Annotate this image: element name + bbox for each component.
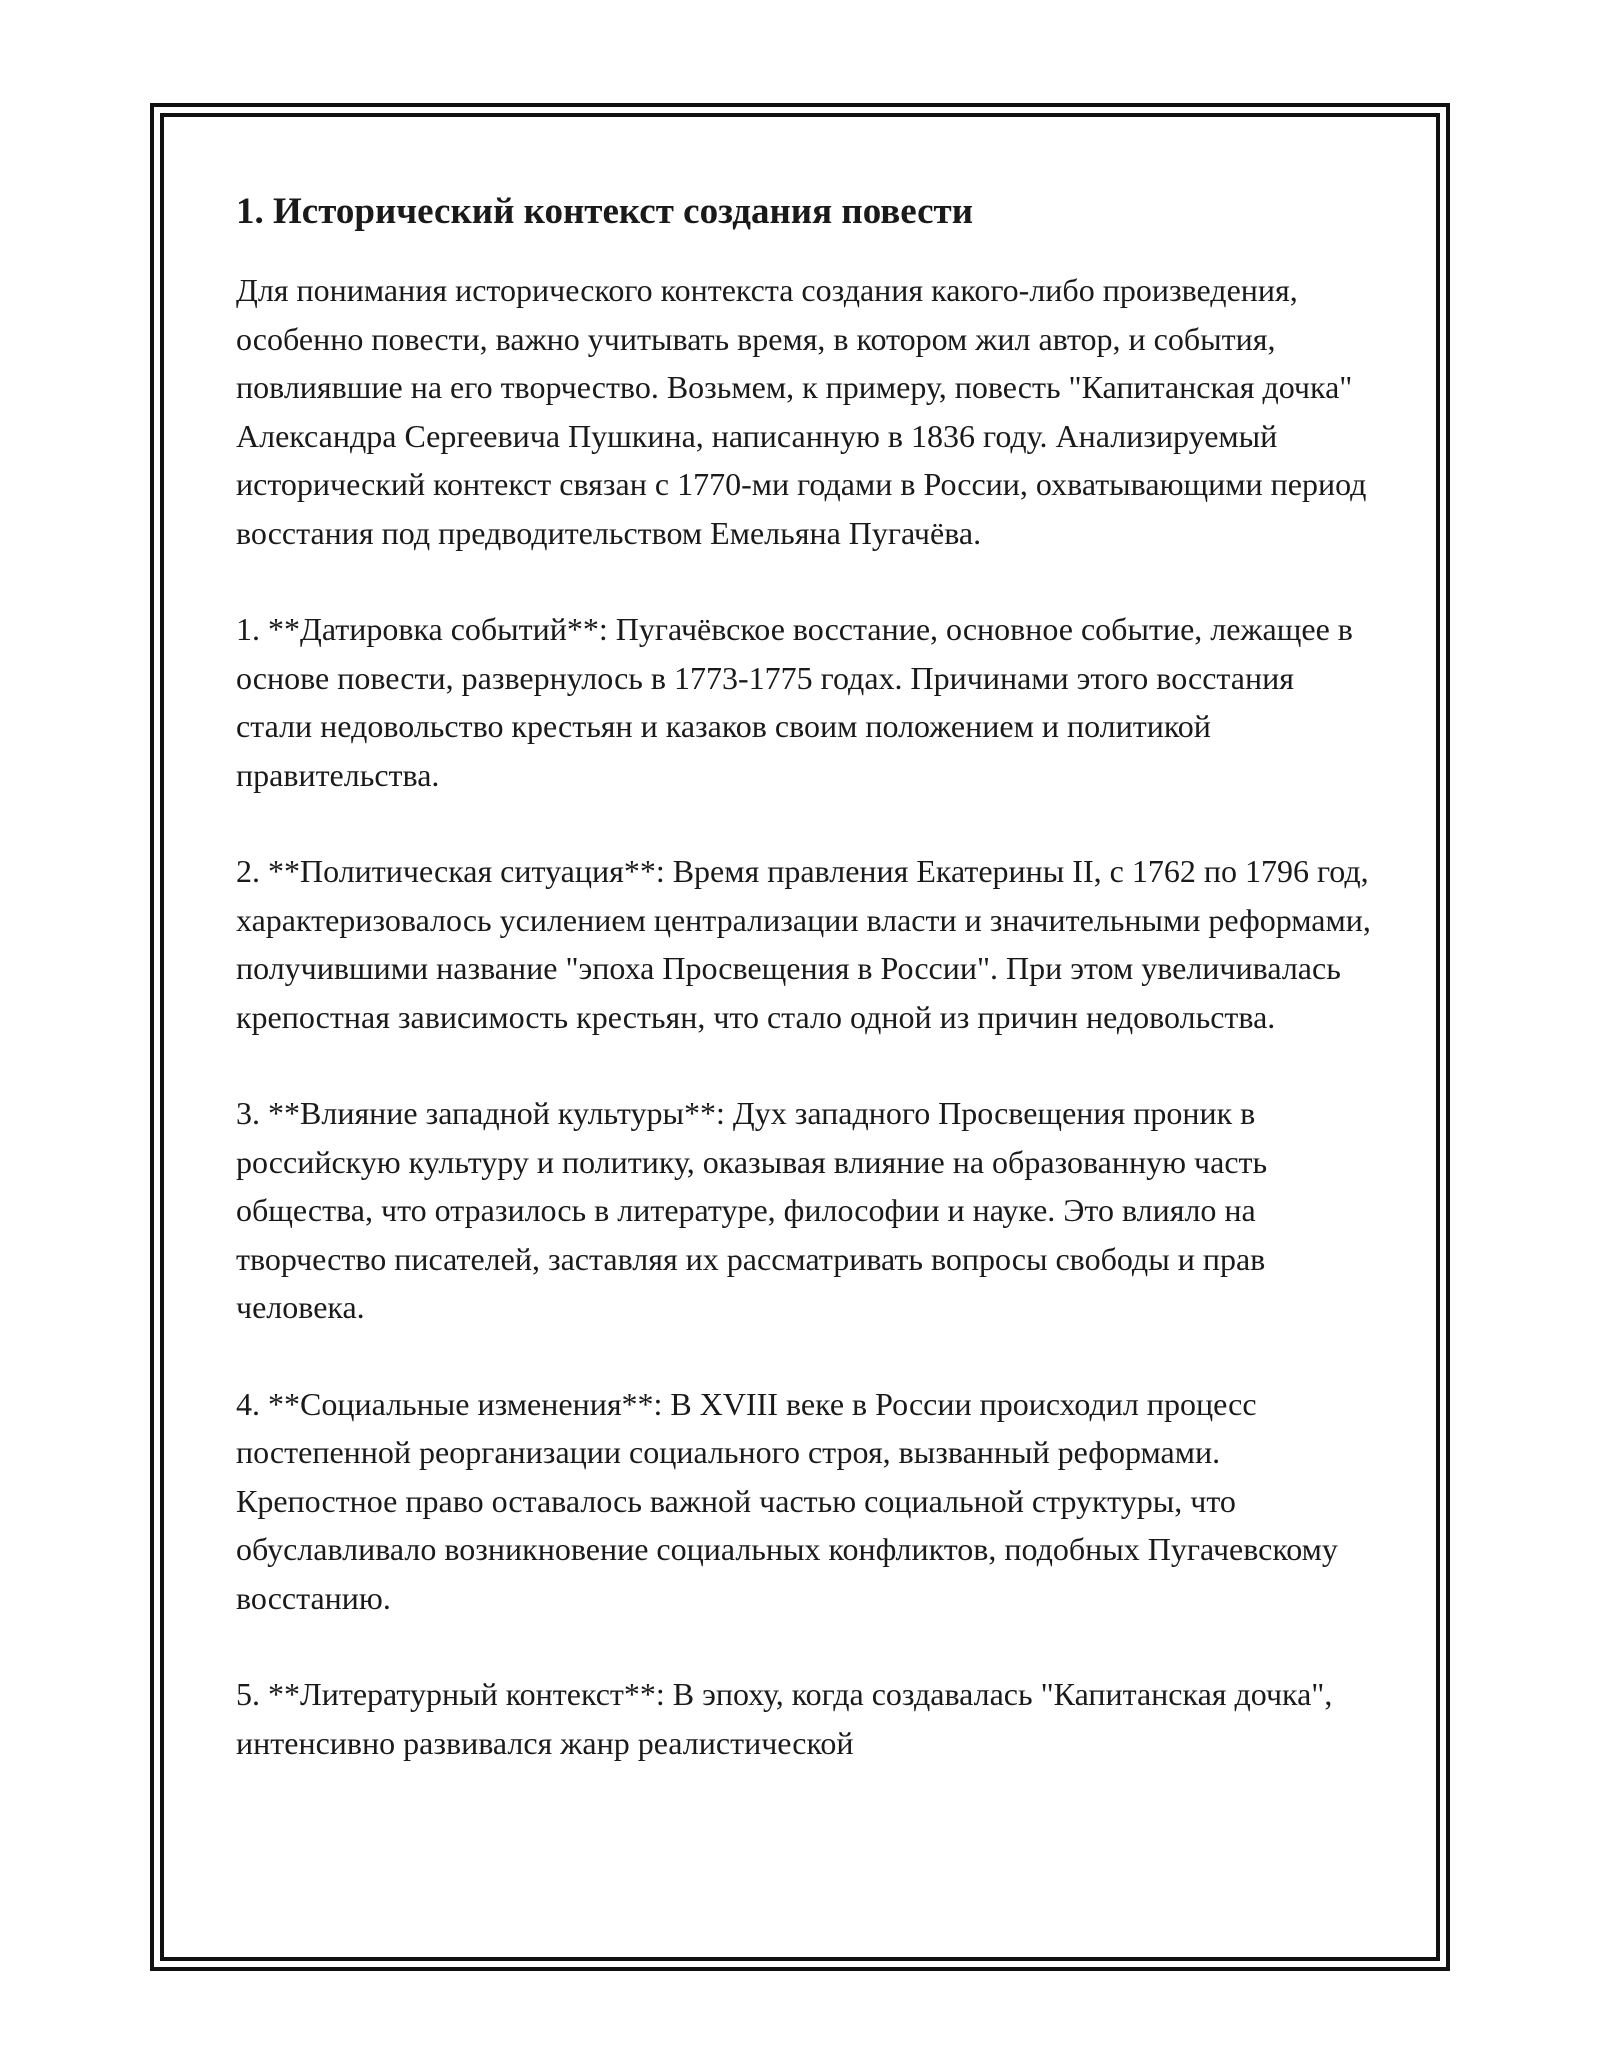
intro-paragraph: Для понимания исторического контекста создания какого-либо произведения, особенно повести, важно учитывать время, в котором жил автор, и события, повлиявшие на его творчество. Возьмем, к примеру, повесть "Капитанская дочка" Александра Сергеевича Пушкина, написанную в 1836 году. Анализируемый исторический контекст связан с 1770-ми годами в России, охватывающими период восстания под предводительством Емельяна Пугачёва. bbox=[236, 272, 1367, 551]
section-heading: 1. Исторический контекст создания повести bbox=[236, 191, 974, 232]
list-item-dating: 1. **Датировка событий**: Пугачёвское восстание, основное событие, лежащее в основе повести, развернулось в 1773-1775 годах. Причинами этого восстания стали недовольство крестьян и казаков своим положением и политикой правительства. bbox=[236, 611, 1353, 793]
list-item-political: 2. **Политическая ситуация**: Время правления Екатерины II, с 1762 по 1796 год, характеризовалось усилением централизации власти и значительными реформами, получившими название "эпоха Просвещения в России". При этом увеличивалась крепостная зависимость крестьян, что стало одной из причин недовольства. bbox=[236, 853, 1371, 1035]
list-item-social-changes: 4. **Социальные изменения**: В XVIII веке в России происходил процесс постепенной реорганизации социального строя, вызванный реформами. Крепостное право оставалось важной частью социальной структуры, что обуславливало возникновение социальных конфликтов, подобных Пугачевскому восстанию. bbox=[236, 1385, 1338, 1616]
document-body bbox=[236, 188, 1376, 1815]
list-item-literary-context: 5. **Литературный контекст**: В эпоху, когда создавалась "Капитанская дочка", интенсивно развивался жанр реалистической bbox=[236, 1676, 1333, 1761]
list-item-western-culture: 3. **Влияние западной культуры**: Дух западного Просвещения проник в российскую культуру и политику, оказывая влияние на образованную часть общества, что отразилось в литературе, философии и науке. Это влияло на творчество писателей, заставляя их рассматривать вопросы свободы и прав человека. bbox=[236, 1095, 1268, 1325]
